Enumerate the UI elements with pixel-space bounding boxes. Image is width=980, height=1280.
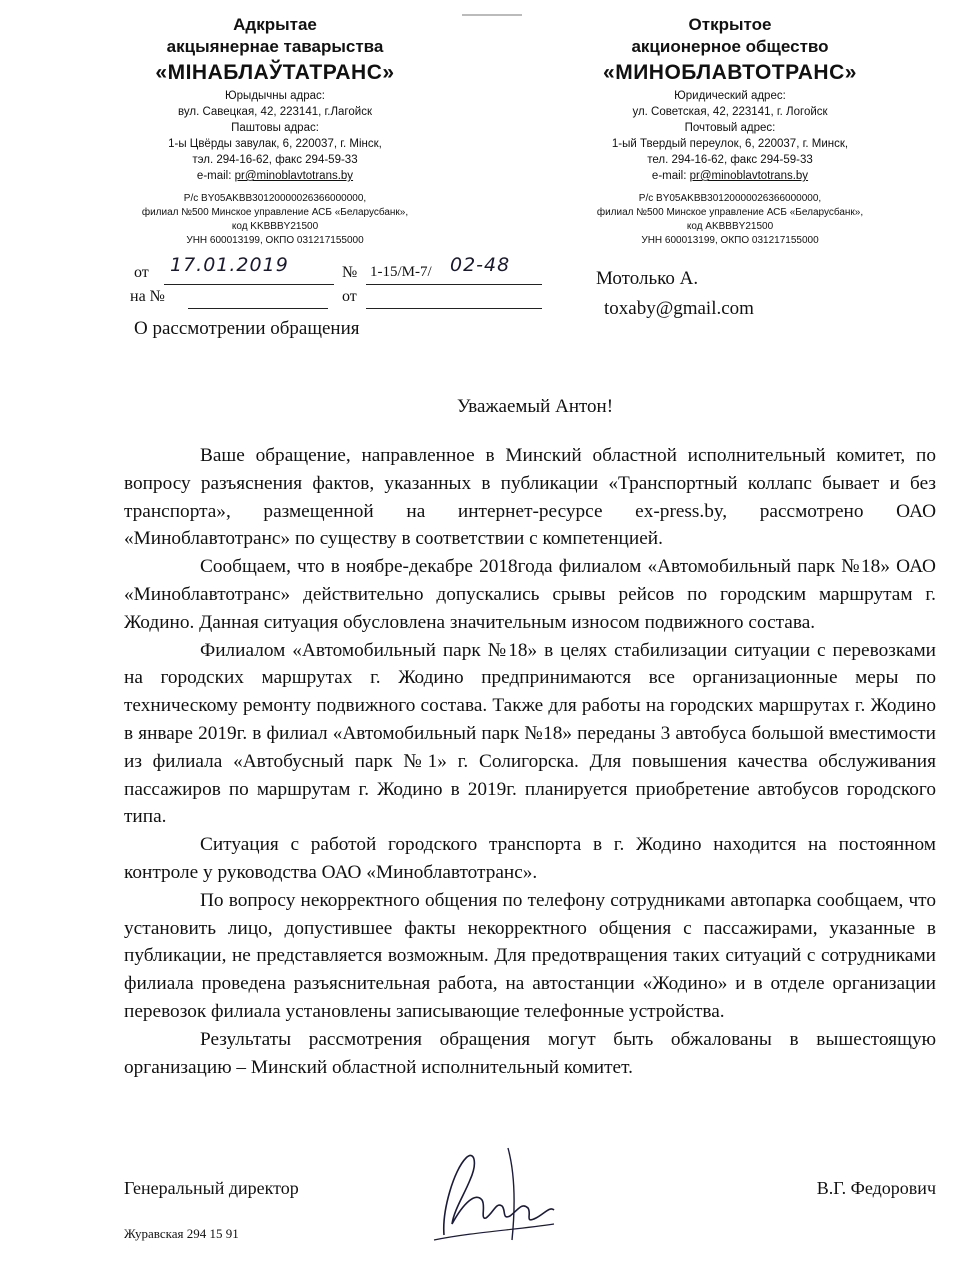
company-type: Адкрытае [233, 15, 317, 34]
reference-label: на № [130, 288, 165, 305]
paragraph: Ваше обращение, направленное в Минский областной исполнительный комитет, по вопросу разъяснения фактов, указанных в публикации «Транспортный коллапс бывает и без транспорта», размещенной на интернет-ресурсе ex-press.by, рассмотрено ОАО «Миноблавтотранс» по существу в соответствии с компетенцией. [124, 445, 936, 550]
reference-date-line [366, 288, 542, 309]
scan-top-mark [462, 0, 522, 16]
number-prefix: 1-15/М-7/ [370, 264, 432, 280]
paragraph: Ситуация с работой городского транспорта в г. Жодино находится на постоянном контроле у руководства ОАО «Миноблавтотранс». [124, 834, 936, 883]
phones: тел. 294-16-62, факс 294-59-33 [647, 154, 813, 166]
email-line [535, 168, 925, 184]
subject-line: О рассмотрении обращения [134, 318, 360, 339]
phones: тэл. 294-16-62, факс 294-59-33 [192, 154, 358, 166]
bank-account: Р/с BY05AKBB30120000026366000000, [638, 193, 822, 204]
letterhead-russian [535, 14, 925, 248]
handwritten-signature [424, 1140, 564, 1250]
company-form: акционерное общество [631, 37, 829, 56]
bank-account: Р/с BY05AKBB30120000026366000000, [183, 193, 367, 204]
legal-address-label: Юрыдычны адрас: [225, 90, 325, 102]
paragraph: Результаты рассмотрения обращения могут быть обжалованы в вышестоящую организацию – Минский областной исполнительный комитет. [124, 1028, 936, 1078]
letter-body [124, 442, 936, 1081]
email-label: e-mail: [651, 170, 687, 182]
tax-ids: УНН 600013199, ОКПО 031217155000 [641, 235, 819, 246]
email-line [80, 168, 470, 184]
signer-position: Генеральный директор [124, 1178, 299, 1198]
paragraph: По вопросу некорректного общения по телефону сотрудниками автопарка сообщаем, что установить лицо, допустившее факты некорректного общения с пассажирами, указанные в публикации, не представляется возможным. Для предотвращения таких ситуаций с сотрудниками филиала проведена разъяснительная работа, на автостанции «Жодино» и в отделе организации перевозок филиала установлены записывающие телефонные устройства. [124, 889, 936, 1022]
reference-date-label: от [342, 288, 357, 305]
tax-ids: УНН 600013199, ОКПО 031217155000 [186, 235, 364, 246]
bank-code: код AKBBBY21500 [686, 221, 774, 232]
company-name: «МИНОБЛАВТОТРАНС» [603, 61, 857, 84]
company-name: «МІНАБЛАЎТАТРАНС» [155, 61, 395, 84]
company-form: акцыянернае таварыства [166, 37, 384, 56]
bank-code: код KKBBBY21500 [231, 221, 319, 232]
signature-block [124, 1140, 936, 1250]
postal-address: 1-ый Твердый переулок, 6, 220037, г. Минск, [611, 138, 849, 150]
registration-block [130, 256, 560, 316]
legal-address-label: Юридический адрес: [674, 90, 786, 102]
letterhead-belarusian [80, 14, 470, 248]
legal-address: ул. Советская, 42, 223141, г. Логойск [632, 106, 828, 118]
executor-contact: Журавская 294 15 91 [124, 1226, 239, 1241]
signer-name: В.Г. Федорович [816, 1178, 936, 1198]
bank-branch: филиал №500 Минское управление АСБ «Беларусбанк», [596, 207, 864, 218]
postal-address: 1-ы Цвёрды завулак, 6, 220037, г. Мінск, [168, 138, 382, 150]
legal-address: вул. Савецкая, 42, 223141, г.Лагойск [178, 106, 372, 118]
bank-branch: филиал №500 Минское управление АСБ «Беларусбанк», [141, 207, 409, 218]
paragraph: Сообщаем, что в ноябре-декабре 2018года филиалом «Автомобильный парк №18» ОАО «Миноблавтотранс» действительно допускались срывы рейсов по городским маршрутам г. Жодино. Данная ситуация обусловлена значительным износом подвижного состава. [124, 556, 936, 633]
email-link[interactable]: pr@minoblavtotrans.by [234, 170, 354, 182]
email-link[interactable]: pr@minoblavtotrans.by [689, 170, 809, 182]
date-label: от [134, 264, 149, 281]
reference-line [188, 288, 328, 309]
number-label: № [342, 264, 358, 281]
date-handwritten: 17.01.2019 [170, 254, 289, 276]
greeting: Уважаемый Антон! [456, 396, 614, 417]
recipient-block [596, 264, 754, 324]
email-label: e-mail: [196, 170, 232, 182]
postal-address-label: Почтовый адрес: [684, 122, 776, 134]
company-type: Открытое [688, 15, 772, 34]
recipient-email: toxaby@gmail.com [604, 298, 754, 319]
number-handwritten: 02-48 [450, 254, 511, 276]
paragraph: Филиалом «Автомобильный парк №18» в целях стабилизации ситуации с перевозками на городских маршрутах г. Жодино предпринимаются все организационные меры по техническому ремонту подвижного состава. Также для работы на городских маршрутах г. Жодино в январе 2019г. в филиал «Автомобильный парк №18» переданы 3 автобуса большой вместимости из филиала «Автобусный парк №1» г. Солигорска. Для повышения качества обслуживания пассажиров по маршрутам г. Жодино в 2019г. планируется приобретение автобусов городского типа. [124, 639, 936, 828]
recipient-name: Мотолько А. [596, 268, 699, 289]
postal-address-label: Паштовы адрас: [231, 122, 319, 134]
